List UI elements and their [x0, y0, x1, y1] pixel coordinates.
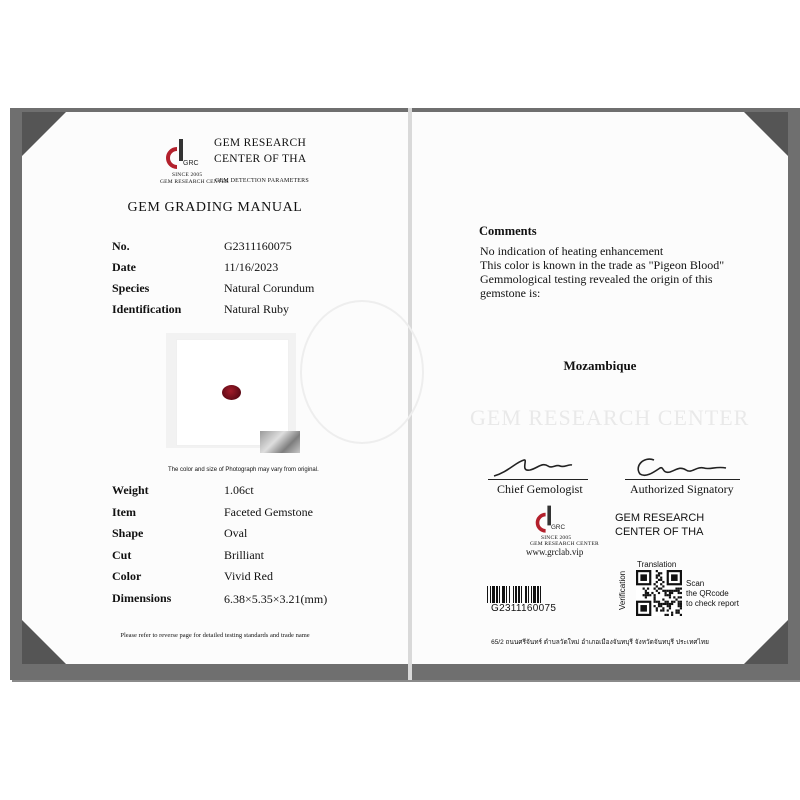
qr-module: [654, 605, 656, 607]
qr-module: [669, 594, 671, 596]
qr-module: [654, 596, 656, 598]
comment-line-2: This color is known in the trade as "Pigeon Blood": [480, 258, 725, 272]
qr-module: [678, 601, 680, 603]
qr-module: [660, 588, 662, 590]
qr-module: [664, 590, 666, 592]
qr-module: [660, 609, 662, 611]
qr-module: [678, 605, 680, 607]
qr-module: [654, 601, 656, 603]
authorized-signatory-signature: [630, 452, 730, 480]
qr-module: [673, 590, 675, 592]
qr-module: [671, 601, 673, 603]
qr-module: [643, 594, 645, 596]
qr-module: [678, 612, 680, 614]
qr-module: [680, 592, 682, 594]
logo-center-name: GEM RESEARCH CENTER: [160, 179, 229, 185]
lab-address: 65/2 ถนนศรีจันทร์ ตำบลวัดใหม่ อำเภอเมืองจันทบุรี จังหวัดจันทบุรี ประเทศไทย: [491, 639, 709, 646]
qr-module: [678, 596, 680, 598]
field-value-item: Faceted Gemstone: [224, 505, 313, 519]
qr-module: [671, 590, 673, 592]
qr-module: [656, 585, 658, 587]
qr-module: [660, 572, 662, 574]
right-page: [412, 112, 788, 664]
qr-module: [680, 614, 682, 616]
field-value-cut: Brilliant: [224, 548, 264, 562]
corner-holder-bottom-left: [22, 620, 66, 664]
barcode-bar: [528, 586, 529, 603]
qr-module: [660, 583, 662, 585]
qr-module: [643, 588, 645, 590]
brand-name-right-line2: CENTER OF THA: [615, 526, 704, 538]
qr-module: [667, 590, 669, 592]
brand-name-right-line1: GEM RESEARCH: [615, 512, 705, 524]
qr-side-label: Verification: [618, 570, 627, 610]
qr-module: [669, 596, 671, 598]
logo-initials-right: GRC: [551, 524, 565, 531]
barcode-bar: [496, 586, 498, 603]
qr-module: [675, 609, 677, 611]
qr-module: [654, 594, 656, 596]
signature-line-right: [625, 479, 740, 480]
document-title: GEM GRADING MANUAL: [127, 200, 303, 215]
field-value-color: Vivid Red: [224, 569, 273, 583]
field-value-number: G2311160075: [224, 239, 292, 253]
qr-module: [640, 574, 647, 581]
website: www.grclab.vip: [526, 547, 584, 557]
qr-module: [667, 603, 669, 605]
qr-module: [662, 609, 664, 611]
qr-module: [658, 605, 660, 607]
field-label-dimensions: Dimensions: [112, 591, 172, 605]
barcode-bar: [540, 586, 541, 603]
qr-module: [667, 614, 669, 616]
field-value-species: Natural Corundum: [224, 281, 315, 295]
qr-module: [649, 594, 651, 596]
qr-module: [645, 596, 647, 598]
qr-module: [680, 596, 682, 598]
grc-logo-icon: [533, 502, 569, 538]
footer-note: Please refer to reverse page for detailed testing standards and trade name: [120, 632, 310, 639]
qr-module: [680, 601, 682, 603]
qr-module: [640, 605, 647, 612]
qr-instruction-1: Scan: [686, 579, 705, 588]
field-value-weight: 1.06ct: [224, 483, 254, 497]
field-label-number: No.: [112, 239, 130, 253]
qr-module: [647, 588, 649, 590]
qr-module: [656, 581, 658, 583]
qr-module: [664, 603, 666, 605]
qr-module: [671, 614, 673, 616]
verification-qr-code[interactable]: [636, 570, 682, 616]
barcode-bar: [506, 586, 507, 603]
photo-caption: The color and size of Photograph may vary from original.: [168, 467, 319, 473]
qr-module: [680, 588, 682, 590]
qr-module: [660, 577, 662, 579]
qr-module: [662, 603, 664, 605]
comments-heading: Comments: [479, 224, 537, 238]
qr-module: [667, 609, 669, 611]
qr-module: [671, 603, 673, 605]
qr-module: [654, 588, 656, 590]
signature-line-left: [488, 479, 588, 480]
field-label-species: Species: [112, 281, 150, 295]
qr-module: [645, 592, 647, 594]
field-value-shape: Oval: [224, 526, 248, 540]
qr-module: [669, 603, 671, 605]
qr-module: [675, 612, 677, 614]
signature-label-right: Authorized Signatory: [630, 482, 734, 496]
qr-module: [654, 583, 656, 585]
barcode-bar: [525, 586, 527, 603]
qr-module: [678, 590, 680, 592]
logo-since: SINCE 2005: [172, 172, 203, 178]
signature-label-left: Chief Gemologist: [497, 482, 583, 496]
qr-instruction-3: to check report: [686, 599, 739, 608]
qr-header: Translation: [637, 560, 677, 569]
qr-module: [678, 609, 680, 611]
field-label-color: Color: [112, 569, 142, 583]
barcode-bar: [521, 586, 522, 603]
logo-since-right: SINCE 2005: [541, 535, 572, 541]
qr-module: [658, 574, 660, 576]
brand-tagline: GEM DETECTION PARAMETERS: [215, 178, 309, 184]
qr-module: [658, 588, 660, 590]
barcode-bar: [515, 586, 517, 603]
qr-module: [658, 592, 660, 594]
qr-module: [664, 614, 666, 616]
field-label-cut: Cut: [112, 548, 132, 562]
qr-module: [669, 590, 671, 592]
qr-module: [671, 612, 673, 614]
barcode-bar: [513, 586, 514, 603]
qr-module: [656, 601, 658, 603]
qr-module: [664, 592, 666, 594]
corner-holder-top-left: [22, 112, 66, 156]
qr-module: [660, 603, 662, 605]
brand-name-line1: GEM RESEARCH: [214, 137, 307, 149]
field-value-date: 11/16/2023: [224, 260, 279, 274]
qr-module: [669, 592, 671, 594]
field-label-weight: Weight: [112, 483, 149, 497]
qr-module: [662, 581, 664, 583]
logo-center-name-right: GEM RESEARCH CENTER: [530, 541, 599, 547]
qr-module: [654, 598, 656, 600]
qr-module: [651, 592, 653, 594]
qr-module: [680, 603, 682, 605]
qr-module: [656, 607, 658, 609]
qr-module: [673, 601, 675, 603]
chief-gemologist-signature: [490, 452, 575, 480]
field-value-identification: Natural Ruby: [224, 302, 289, 316]
watermark-text: GEM RESEARCH CENTER: [470, 405, 750, 430]
qr-module: [669, 607, 671, 609]
qr-module: [667, 601, 669, 603]
field-value-dimensions: 6.38×5.35×3.21(mm): [224, 592, 328, 606]
qr-module: [656, 574, 658, 576]
qr-module: [680, 607, 682, 609]
qr-module: [656, 577, 658, 579]
barcode-bar: [533, 586, 536, 603]
barcode-bar: [499, 586, 500, 603]
brand-name-line2: CENTER OF THA: [214, 153, 307, 165]
field-label-item: Item: [112, 505, 136, 519]
field-label-shape: Shape: [112, 526, 144, 540]
qr-module: [678, 592, 680, 594]
origin-country: Mozambique: [563, 358, 637, 373]
qr-module: [671, 574, 678, 581]
field-label-identification: Identification: [112, 302, 182, 316]
qr-module: [647, 594, 649, 596]
qr-module: [675, 588, 677, 590]
qr-module: [662, 590, 664, 592]
qr-module: [656, 609, 658, 611]
qr-module: [658, 579, 660, 581]
qr-module: [662, 607, 664, 609]
qr-instruction-2: the QRcode: [686, 589, 729, 598]
qr-module: [669, 605, 671, 607]
field-label-date: Date: [112, 260, 136, 274]
qr-module: [667, 594, 669, 596]
qr-module: [647, 592, 649, 594]
barcode-bar: [537, 586, 539, 603]
barcode-bar: [502, 586, 505, 603]
qr-module: [673, 596, 675, 598]
seal-watermark: [300, 300, 424, 444]
qr-module: [660, 605, 662, 607]
qr-module: [660, 579, 662, 581]
qr-module: [656, 590, 658, 592]
comment-line-4: gemstone is:: [480, 286, 541, 300]
hologram-sticker: [260, 431, 300, 453]
qr-module: [667, 605, 669, 607]
qr-module: [656, 570, 658, 572]
qr-module: [645, 594, 647, 596]
corner-holder-top-right: [744, 112, 788, 156]
qr-module: [678, 588, 680, 590]
qr-module: [678, 603, 680, 605]
barcode-bar: [487, 586, 488, 603]
barcode-bar: [531, 586, 532, 603]
qr-module: [664, 601, 666, 603]
qr-module: [662, 598, 664, 600]
barcode-bar: [509, 586, 510, 603]
grc-logo-icon: [163, 135, 203, 175]
qr-module: [675, 598, 677, 600]
qr-module: [680, 605, 682, 607]
barcode-bar: [518, 586, 520, 603]
qr-module: [664, 594, 666, 596]
barcode-bar: [490, 586, 491, 603]
qr-module: [658, 603, 660, 605]
qr-module: [662, 585, 664, 587]
qr-module: [675, 590, 677, 592]
barcode-number: G2311160075: [491, 603, 557, 614]
barcode: [487, 586, 588, 603]
qr-module: [645, 590, 647, 592]
qr-module: [671, 592, 673, 594]
comment-line-1: No indication of heating enhancement: [480, 244, 664, 258]
qr-module: [658, 601, 660, 603]
logo-initials: GRC: [183, 160, 199, 167]
qr-module: [658, 572, 660, 574]
barcode-bar: [492, 586, 495, 603]
comment-line-3: Gemmological testing revealed the origin of this: [480, 272, 713, 286]
ruby-stone-image: [222, 385, 241, 400]
